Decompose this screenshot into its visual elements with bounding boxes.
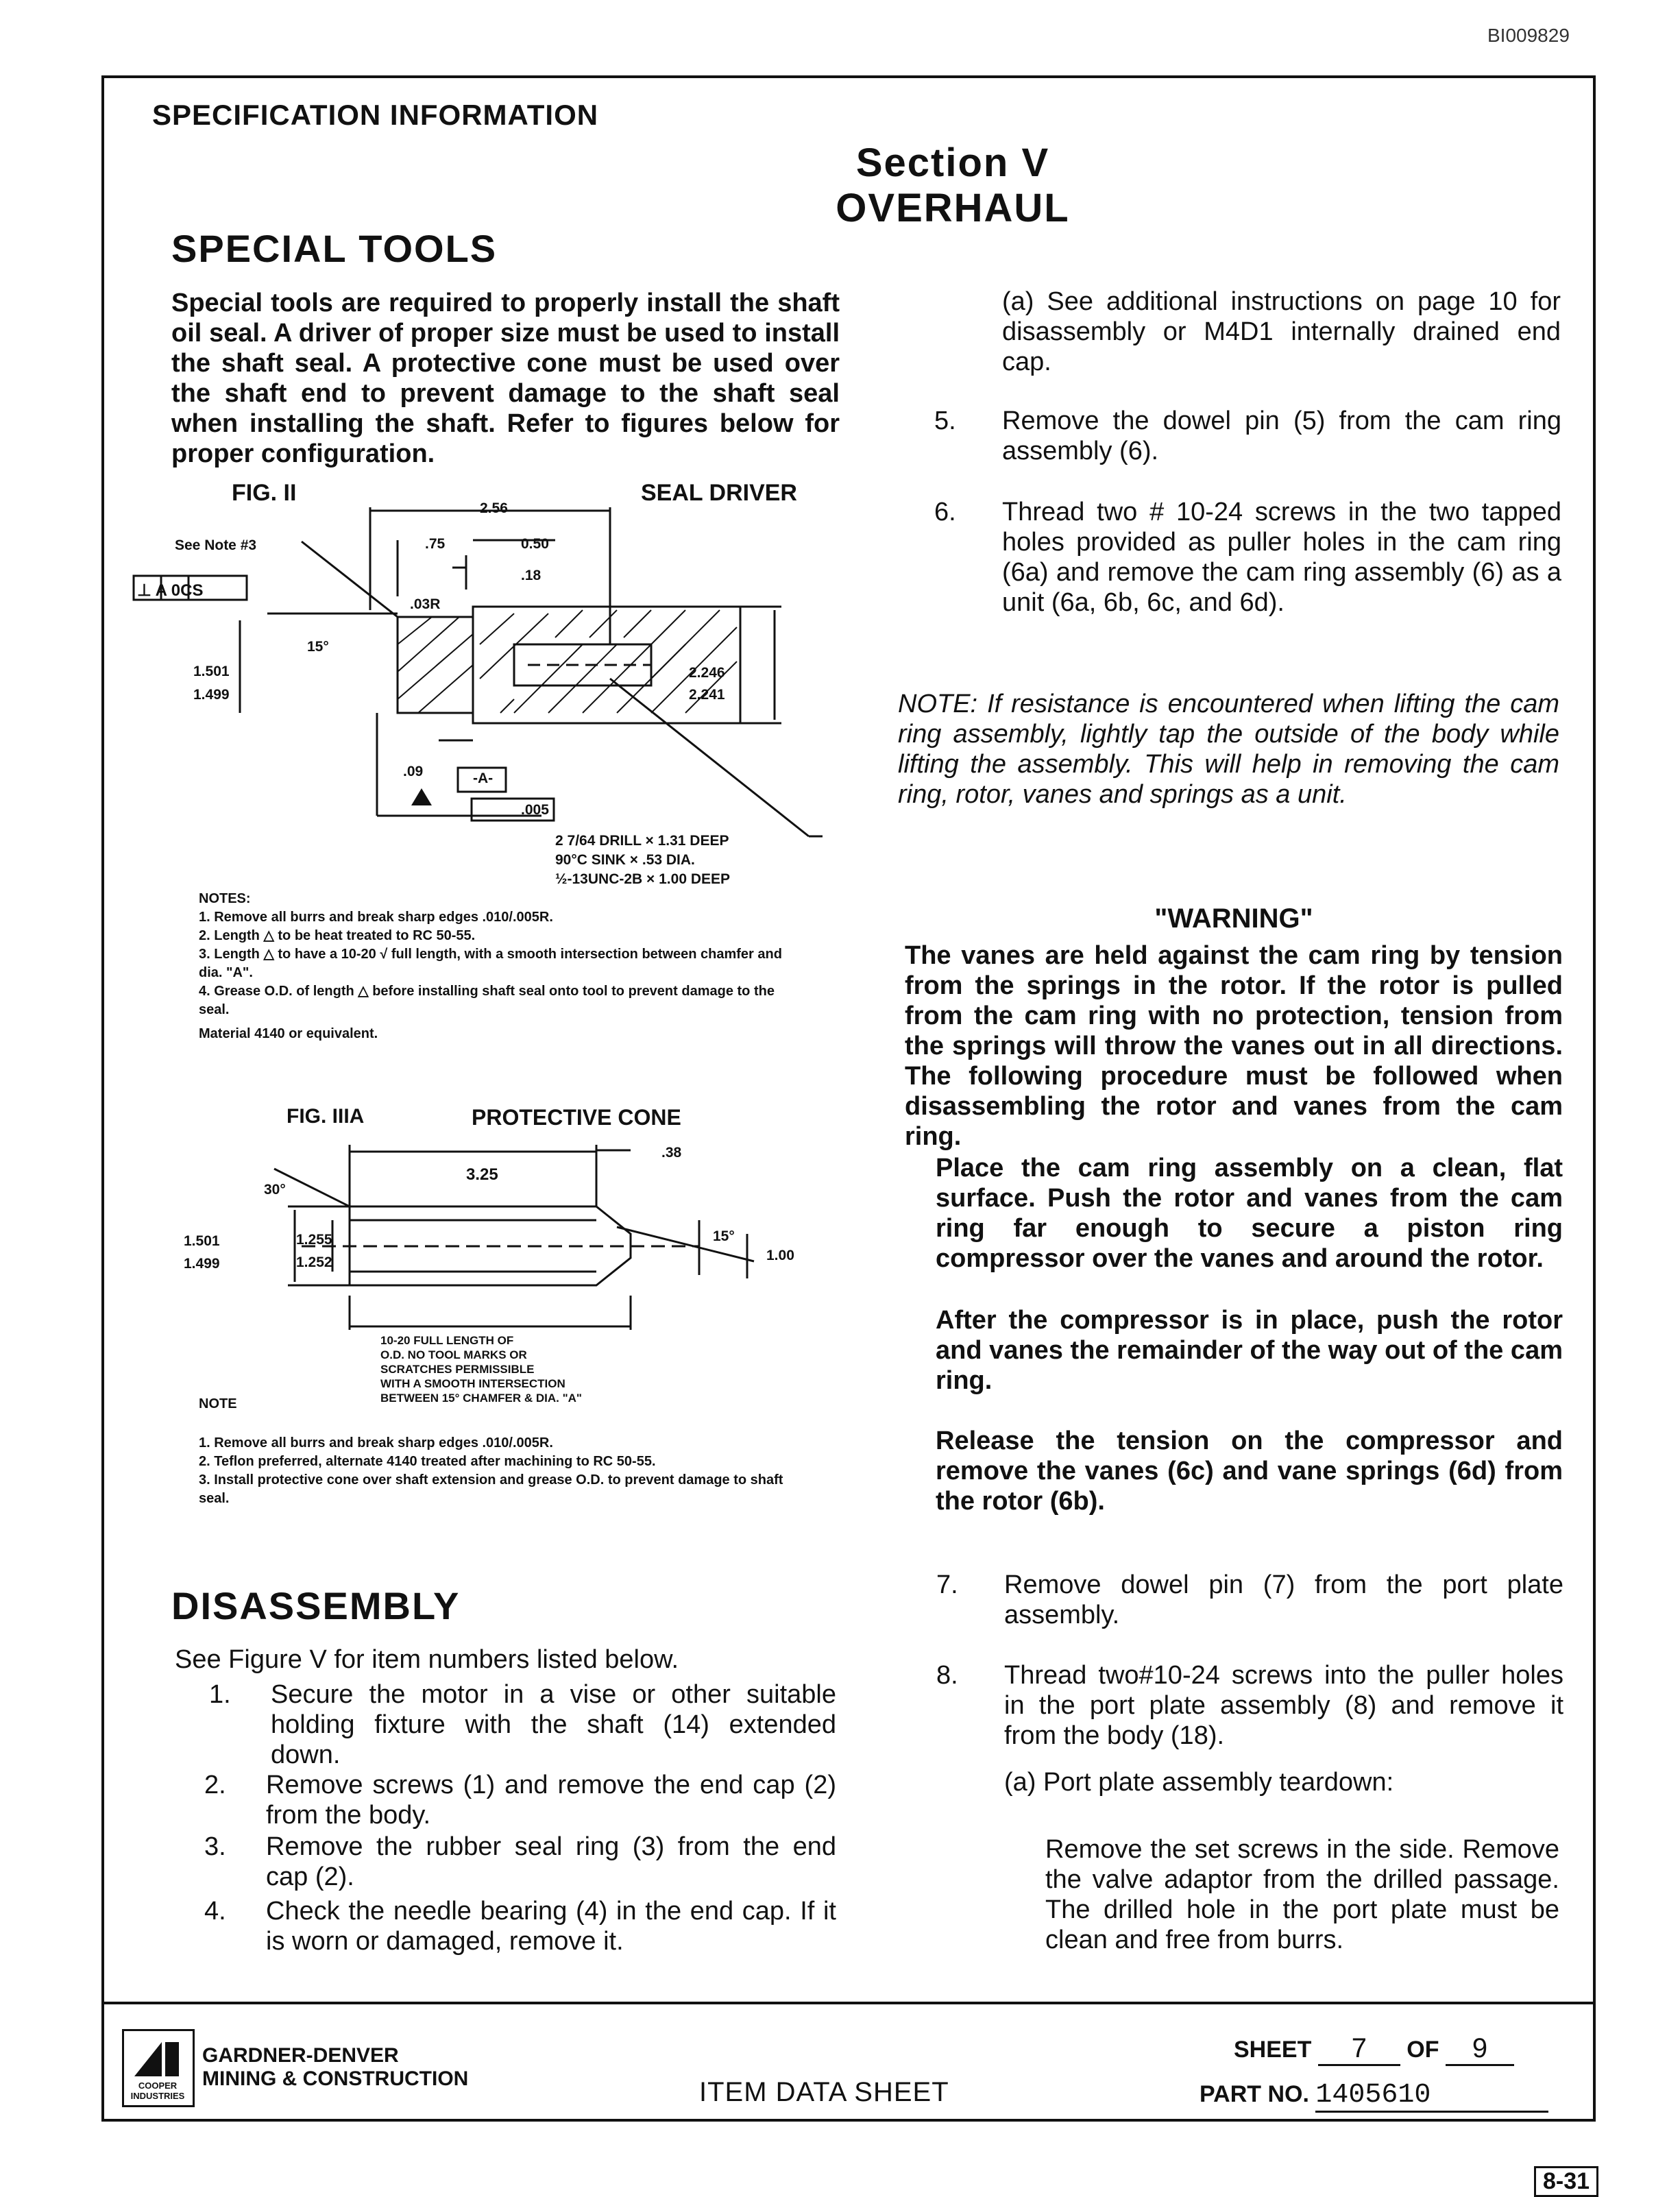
fig3a-dim-angle-30: 30° — [264, 1182, 286, 1198]
fig2-dim-75: .75 — [425, 536, 446, 552]
sheet-total: 9 — [1446, 2033, 1514, 2066]
step-number: 5. — [934, 406, 956, 435]
section-title — [740, 141, 1165, 231]
fig3a-dim-100: 1.00 — [766, 1248, 794, 1263]
step-number: 6. — [934, 498, 956, 526]
fig2-callout-line: 2 7/64 DRILL × 1.31 DEEP — [555, 833, 729, 849]
fig2-callout — [555, 832, 730, 889]
fig3a-note: 3. Install protective cone over shaft extension and grease O.D. to prevent damage to shaft seal. — [199, 1472, 783, 1506]
fig2-dim-angle: 15° — [307, 639, 329, 655]
step-text: Check the needle bearing (4) in the end cap. If it is worn or damaged, remove it. — [266, 1897, 836, 1956]
procedure-para-1: Place the cam ring assembly on a clean, flat surface. Push the rotor and vanes from the cam ring far enough to secure a piston ring compressor over the vanes and around the rotor. — [936, 1154, 1563, 1273]
item-data-sheet: ITEM DATA SHEET — [699, 2077, 949, 2107]
step-number: 4. — [204, 1897, 226, 1926]
section-line-2: OVERHAUL — [836, 186, 1070, 230]
step-number: 2. — [204, 1771, 226, 1799]
fig2-note: 2. Length △ to be heat treated to RC 50-55. — [199, 928, 476, 943]
disassembly-step — [209, 1679, 843, 1775]
disassembly-step — [204, 1832, 843, 1893]
step-text: Thread two#10-24 screws into the puller holes in the port plate assembly (8) and remove it from the body (18). — [1004, 1661, 1563, 1750]
procedure-para-2: After the compressor is in place, push the rotor and vanes the remainder of the way out of the cam ring. — [936, 1306, 1563, 1395]
fig2-dim-od-lo: 1.499 — [193, 687, 230, 703]
fig3a-callout-line: SCRATCHES PERMISSIBLE — [380, 1363, 535, 1376]
fig2-material: Material 4140 or equivalent. — [199, 1026, 378, 1041]
fig3a-note: 1. Remove all burrs and break sharp edges .010/.005R. — [199, 1435, 553, 1450]
fig2-label: FIG. II — [232, 480, 297, 506]
fig2-dim-09: .09 — [403, 764, 424, 779]
fig2-dim-bore-lo: 2.241 — [689, 687, 725, 703]
sheet-info — [1234, 2033, 1514, 2066]
disassembly-step — [204, 1896, 843, 1958]
fig2-see-note: See Note #3 — [175, 537, 257, 553]
step-number: 8. — [936, 1661, 958, 1690]
fig3a-protective-cone-drawing — [178, 1131, 823, 1364]
step-text: Remove screws (1) and remove the end cap (2) from the body. — [266, 1771, 836, 1830]
page-number: 8-31 — [1534, 2166, 1598, 2197]
fig3a-dim-od-lo: 1.499 — [184, 1256, 220, 1272]
fig2-dim-bore-hi: 2.246 — [689, 665, 725, 681]
fig3a-callout-line: 10-20 FULL LENGTH OF — [380, 1334, 514, 1347]
fig2-dim-03r: .03R — [410, 596, 441, 612]
note-cam-ring: NOTE: If resistance is encountered when lifting the cam ring assembly, lightly tap the outside of the body while lifting the assembly. This will help in removing the cam ring, rotor, vanes and springs as a unit. — [898, 690, 1559, 809]
company-line-1: GARDNER-DENVER — [202, 2044, 399, 2067]
part-number: 1405610 — [1315, 2080, 1548, 2113]
fig2-note: 1. Remove all burrs and break sharp edges .010/.005R. — [199, 910, 553, 925]
fig3a-notes — [199, 1434, 788, 1508]
right-sub-a: (a) See additional instructions on page 10 for disassembly or M4D1 internally drained end cap. — [1002, 287, 1561, 376]
special-tools-intro: Special tools are required to properly install the shaft oil seal. A driver of proper size must be used to install the shaft seal. A protective cone must be used over the shaft end to prevent damage to the shaft seal when installing the shaft. Refer to figures below for proper configuration. — [171, 289, 840, 468]
disassembly-see-figure: See Figure V for item numbers listed below. — [175, 1645, 679, 1674]
part-label: PART NO. — [1200, 2081, 1309, 2107]
fig3a-dim-length: 3.25 — [466, 1165, 498, 1184]
right-sub-8a-text: Remove the set screws in the side. Remove the valve adaptor from the drilled passage. The drilled hole in the port plate must be clean and free from burrs. — [1045, 1835, 1559, 1954]
fig2-note: 4. Grease O.D. of length △ before installing shaft seal onto tool to prevent damage to the seal. — [199, 984, 775, 1017]
fig2-dim-18: .18 — [521, 568, 541, 583]
step-text: Secure the motor in a vise or other suitable holding fixture with the shaft (14) extended down. — [271, 1680, 836, 1769]
fig3a-callout-line: BETWEEN 15° CHAMFER & DIA. "A" — [380, 1392, 582, 1405]
fig2-datum-frame: ⊥ A 0CS — [137, 581, 204, 600]
footer-divider — [101, 2002, 1596, 2004]
right-step-8 — [936, 1660, 1563, 1756]
sheet-label: SHEET — [1234, 2037, 1312, 2063]
fig3a-callout-line: O.D. NO TOOL MARKS OR — [380, 1348, 527, 1361]
document-id: BI009829 — [1487, 25, 1570, 46]
fig3a-note: 2. Teflon preferred, alternate 4140 treated after machining to RC 50-55. — [199, 1454, 656, 1469]
fig3a-label: FIG. IIIA — [287, 1105, 365, 1128]
right-sub-8a: (a) Port plate assembly teardown: — [1004, 1768, 1394, 1797]
fig3a-dim-id-lo: 1.252 — [296, 1254, 332, 1270]
fig2-datum-a: -A- — [473, 770, 494, 786]
fig3a-dim-od-hi: 1.501 — [184, 1233, 220, 1249]
section-line-1: Section V — [855, 141, 1050, 185]
step-text: Remove the rubber seal ring (3) from the end cap (2). — [266, 1832, 836, 1891]
step-text: Remove dowel pin (7) from the port plate assembly. — [1004, 1570, 1563, 1629]
sheet-number: 7 — [1318, 2033, 1400, 2066]
right-step-6 — [934, 497, 1561, 620]
disassembly-heading: DISASSEMBLY — [171, 1584, 461, 1627]
part-info — [1200, 2080, 1548, 2113]
spec-info-label: SPECIFICATION INFORMATION — [152, 99, 599, 131]
right-step-7 — [936, 1570, 1563, 1631]
step-text: Remove the dowel pin (5) from the cam ring assembly (6). — [1002, 406, 1561, 465]
fig2-dim-overall: 2.56 — [480, 500, 508, 516]
company-name — [202, 2044, 468, 2091]
fig2-title: SEAL DRIVER — [641, 480, 797, 506]
fig2-notes — [199, 890, 802, 1043]
fig2-seal-driver-drawing — [130, 507, 850, 877]
warning-text: The vanes are held against the cam ring by tension from the springs in the rotor. If the rotor is pulled from the cam ring with no protection, tension from the springs will throw the vanes out in all directions. The following procedure must be followed when disassembling the rotor and vanes from the cam ring. — [905, 941, 1563, 1151]
fig2-dim-od-hi: 1.501 — [193, 664, 230, 679]
disassembly-step — [204, 1770, 843, 1832]
step-number: 1. — [209, 1680, 231, 1709]
fig3a-callout — [380, 1333, 582, 1405]
warning-title: "WARNING" — [1154, 903, 1313, 934]
fig3a-dim-id-hi: 1.255 — [296, 1232, 332, 1248]
fig3a-dim-38: .38 — [661, 1145, 682, 1161]
fig2-dim-50: 0.50 — [521, 536, 549, 552]
fig2-callout-line: 90°C SINK × .53 DIA. — [555, 852, 695, 868]
company-line-2: MINING & CONSTRUCTION — [202, 2067, 469, 2090]
fig2-dim-flat: .005 — [521, 802, 549, 818]
fig2-note: 3. Length △ to have a 10-20 √ full length, with a smooth intersection between chamfer and dia. "A". — [199, 947, 782, 980]
special-tools-heading: SPECIAL TOOLS — [171, 227, 498, 270]
right-step-5 — [934, 406, 1561, 468]
step-number: 7. — [936, 1570, 958, 1599]
of-label: OF — [1407, 2037, 1439, 2063]
logo-text: COOPER INDUSTRIES — [130, 2080, 185, 2101]
step-number: 3. — [204, 1832, 226, 1861]
fig2-callout-line: ½-13UNC-2B × 1.00 DEEP — [555, 871, 731, 887]
fig3a-callout-line: WITH A SMOOTH INTERSECTION — [380, 1377, 565, 1390]
procedure-para-3: Release the tension on the compressor and remove the vanes (6c) and vane springs (6d) from the rotor (6b). — [936, 1427, 1563, 1516]
fig3a-dim-angle-15: 15° — [713, 1228, 735, 1244]
fig2-notes-heading: NOTES: — [199, 891, 251, 906]
fig3a-notes-heading: NOTE — [199, 1396, 237, 1411]
fig3a-title: PROTECTIVE CONE — [472, 1105, 681, 1130]
step-text: Thread two # 10-24 screws in the two tapped holes provided as puller holes in the cam ring (6a) and remove the cam ring assembly (6) as a unit (6a, 6b, 6c, and 6d). — [1002, 498, 1561, 617]
cooper-logo — [122, 2029, 195, 2107]
